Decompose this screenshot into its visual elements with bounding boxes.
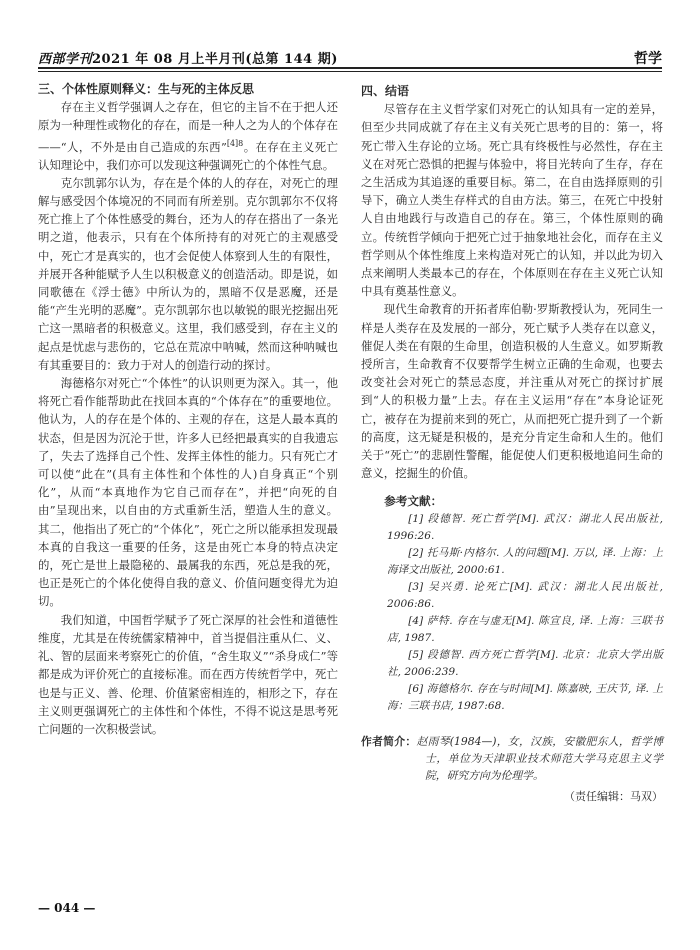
paragraph: 现代生命教育的开拓者库伯勒·罗斯教授认为，死同生一样是人类存在及发展的一部分，死亡赋予人类存在以意义，催促人类在有限的生命里，创造积极的人生意义。如罗斯教授所言，生命教育不仅要帮学生树立正确的生命观，也要去改变社会对死亡的禁忌态度，并注重从对死亡的探讨扩展到“人的积极力量”上去。存在主义运用“存在”本身论证死亡，被存在为提前来到的死亡，从而把死亡提升到了一个新的高度，这无疑是积极的，是充分肯定生命和人生的。他们关于“死亡”的悲剧性警醒，能促使人们更积极地追问生命的意义，挖掘生的价值。 [361,302,663,481]
section-title-four: 四、结语 [361,84,410,98]
paragraph: 我们知道，中国哲学赋予了死亡深厚的社会性和道德性维度，尤其是在传统儒家精神中，首当提倡注重从仁、义、礼、智的层面来考察死亡的价值，“舍生取义”“杀身成仁”等都是成为评价死亡的直接标准。而在西方传统哲学中，死亡也是与正义、善、伦理、价值紧密相连的，相形之下，存在主义则更强调死亡的主体性和个体性，不得不说这是思考死亡问题的一次积极尝试。 [38,612,338,736]
references [361,492,663,714]
reference-item: [5] 段德智. 西方死亡哲学[M]. 北京：北京大学出版社, 2006:239. [387,648,663,678]
paragraph [38,98,338,174]
references-title: 参考文献： [384,494,443,509]
running-header-section: 哲学 [634,51,662,67]
reference-item: [4] 萨特. 存在与虚无[M]. 陈宣良, 译. 上海：三联书店, 1987. [387,614,663,644]
section-title-three: 三、个体性原则释义：生与死的主体反思 [38,82,255,96]
footnote-ref: [4]8 [226,138,244,148]
right-column [361,80,663,806]
paragraph: 海德格尔对死亡“个体性”的认识则更为深入。其一，他将死亡看作能帮助此在找回本真的“个体存在”的重要地位。他认为，人的存在是个体的、主观的存在，这是人最本真的状态，但是因为沉沦于世，许多人已经把最真实的自我遗忘了，失去了选择自己个性、发挥主体性的能力。只有死亡才可以使“此在”(具有主体性和个体性的人)自身真正“个别化”，从而“本真地作为它自己而存在”，并把“向死的自由”呈现出来，以自由的方式重新生活，塑造人生的意义。其二，他指出了死亡的“个体化”，死亡之所以能承担发现最本真的自我这一重要的任务，这是由死亡本身的特点决定的，死亡是世上最隐秘的、最属我的东西，死总是我的死，也正是死亡的个体化使得自我的意义、价值问题变得尤为迫切。 [38,376,338,609]
journal-issue: 2021 年 08 月上半月刊(总第 144 期) [92,52,338,67]
paragraph-text: 存在主义哲学强调人之存在，但它的主旨不在于把人还原为一种理性或物化的存在，而是一种人之为人的个体存在——“人，不外是由自己造成的东西” [38,100,338,154]
page-number: — 044 — [38,901,96,915]
author-bio-label: 作者简介： [361,734,417,748]
paragraph: 克尔凯郭尔认为，存在是个体的人的存在，对死亡的理解与感受因个体境况的不同而有所差别。克尔凯郭尔不仅将死亡推上了个体性感受的舞台，还为人的存在搭出了一条光明之道，他表示，只有在个体所持有的对死亡的主观感受中，死亡才是真实的，也才会促使人体察到人生的有限性，并展开各种能赋予人生以积极意义的创造活动。即是说，如同歌德在《浮士德》中所认为的，黑暗不仅是恶魔，还是能“产生光明的恶魔”。克尔凯郭尔也以敏锐的眼光挖掘出死亡这一黑暗者的积极意义。这里，我们感受到，存在主义的起点是忧虑与悲伤的，它总在荒凉中呐喊，然而这种呐喊也有其重要目的：致力于对人的创造行动的探讨。 [38,175,338,372]
responsible-editor: （责任编辑：马双） [564,789,663,803]
running-header-journal [38,48,338,67]
journal-brand: 西部学刊 [38,52,93,67]
header-rule-thin [38,71,662,72]
paragraph-text: 。在存在主义死亡认知理论中，我们亦可以发现这种强调死亡的个体性气息。 [38,139,338,172]
reference-item: [1] 段德智. 死亡哲学[M]. 武汉：湖北人民出版社, 1996:26. [387,512,663,542]
reference-item: [2] 托马斯·内格尔. 人的问题[M]. 万以, 译. 上海：上海译文出版社, 2000:61. [387,546,663,576]
paragraph: 尽管存在主义哲学家们对死亡的认知具有一定的差异，但至少共同成就了存在主义有关死亡思考的目的：第一，将死亡带入生存论的立场。死亡具有终极性与必然性，存在主义在对死亡恐惧的把握与体验中，将目光转向了生存，存在之生活成为其追逐的重要目标。第二，在自由选择原则的引导下，确立人类生存样式的自由方法。第三，在死亡中投射人自由地践行与改造自己的存在。第三，个体性原则的确立。传统哲学倾向于把死亡过于抽象地社会化，而存在主义哲学则从个体性维度上来构造对死亡的认知，并以此为切入点来阐明人类最本己的存在，个体原则在存在主义死亡认知中具有奠基性意义。 [361,102,663,299]
left-column [38,80,338,738]
header-rule-thick [38,67,662,69]
author-bio-text: 赵雨琴(1984—)，女，汉族，安徽肥东人，哲学博士，单位为天津职业技术师范大学马克思主义学院，研究方向为伦理学。 [416,734,663,782]
reference-item: [6] 海德格尔. 存在与时间[M]. 陈嘉映, 王庆节, 译. 上海：三联书店, 1987:68. [387,682,663,712]
author-bio [361,733,663,784]
reference-item: [3] 吴兴勇. 论死亡[M]. 武汉：湖北人民出版社, 2006:86. [387,580,663,610]
